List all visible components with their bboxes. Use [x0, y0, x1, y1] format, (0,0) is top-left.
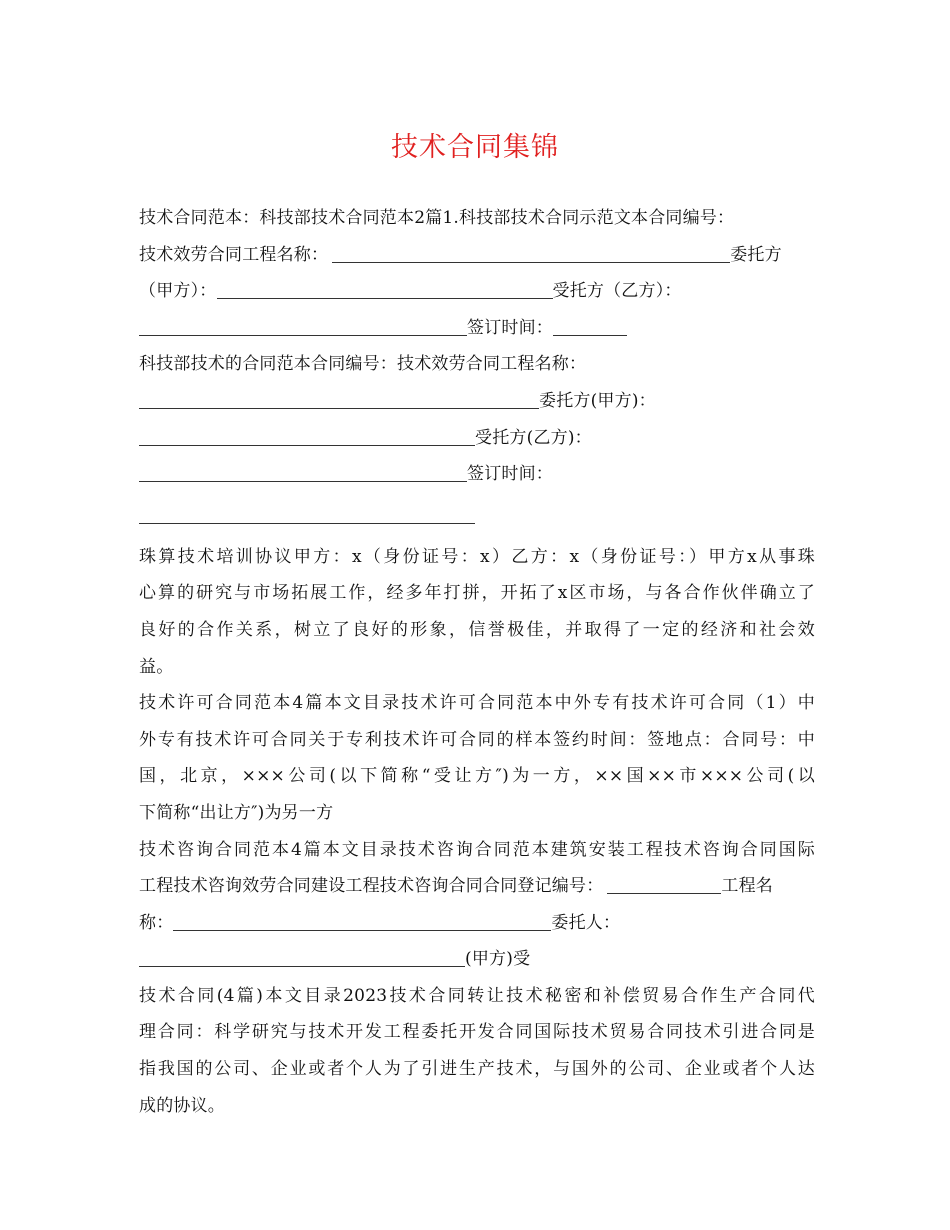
- paragraph-line: [139, 868, 815, 905]
- blank-underline: [332, 244, 730, 263]
- text-span: 技术合同范本：科技部技术合同范本2篇1.科技部技术合同示范文本合同编号：: [139, 208, 735, 228]
- paragraph-line: [139, 346, 815, 383]
- text-span: 委托方: [730, 244, 782, 265]
- blank-underline: [139, 317, 467, 336]
- paragraph-line: 良好的合作关系，树立了良好的形象，信誉极佳，并取得了一定的经济和社会效: [139, 619, 815, 640]
- text-span: 技术效劳合同工程名称：: [139, 244, 329, 265]
- paragraph-line: [139, 200, 815, 237]
- document-title: 技术合同集锦: [391, 132, 559, 163]
- paragraph-line: 外专有技术许可合同关于专利技术许可合同的样本签约时间：签地点：合同号：中: [139, 729, 815, 750]
- paragraph-line: 理合同：科学研究与技术开发工程委托开发合同国际技术贸易合同技术引进合同是: [139, 1022, 815, 1043]
- blank-underline: [173, 912, 551, 931]
- text-span: 受托方(乙方)：: [475, 427, 592, 448]
- blank-rule-line: [139, 493, 815, 539]
- text-span: 称：: [139, 912, 174, 933]
- blank-underline: [139, 463, 467, 482]
- paragraph-line: [139, 273, 815, 310]
- blank-underline: [139, 427, 475, 446]
- text-span: (甲方)受: [465, 949, 531, 970]
- paragraph-line: [139, 456, 815, 493]
- text-span: 工程技术咨询效劳合同建设工程技术咨询合同合同登记编号：: [139, 876, 604, 897]
- paragraph-line: 成的协议。: [139, 1095, 225, 1116]
- text-span: 签订时间：: [467, 464, 553, 485]
- paragraph-line: 指我国的公司、企业或者个人为了引进生产技术，与国外的公司、企业或者个人达: [139, 1059, 815, 1080]
- text-span: 签订时间：: [467, 317, 553, 338]
- paragraph-line: 技术合同(4篇)本文目录2023技术合同转让技术秘密和补偿贸易合作生产合同代: [139, 985, 815, 1006]
- text-span: 受托方（乙方）：: [552, 281, 682, 302]
- blank-underline: [553, 317, 627, 336]
- paragraph-line: 益。: [139, 656, 174, 677]
- paragraph-line: 国，北京，×××公司(以下简称“受让方″)为一方，××国××市×××公司(以: [139, 766, 815, 787]
- paragraph-line: [139, 310, 815, 347]
- document-body: [139, 200, 815, 1124]
- text-span: 科技部技术的合同范本合同编号：技术效劳合同工程名称：: [139, 354, 587, 375]
- text-span: （甲方）：: [139, 281, 217, 302]
- text-span: 委托人：: [551, 912, 621, 933]
- blank-underline: [139, 390, 539, 409]
- blank-underline: [139, 948, 465, 967]
- text-span: 委托方(甲方)：: [539, 390, 656, 411]
- paragraph-line: [139, 237, 815, 274]
- paragraph-line: [139, 905, 815, 942]
- paragraph-line: [139, 383, 815, 420]
- blank-underline: [607, 875, 721, 894]
- paragraph-line: [139, 941, 815, 978]
- text-span: 工程名: [721, 876, 774, 897]
- blank-rule: [139, 523, 475, 524]
- paragraph-line: [139, 420, 815, 457]
- paragraph-line: 下简称“出让方″)为另一方: [139, 802, 334, 823]
- paragraph-line: 技术咨询合同范本4篇本文目录技术咨询合同范本建筑安装工程技术咨询合同国际: [139, 839, 815, 860]
- paragraph-line: 珠算技术培训协议甲方：x（身份证号：x）乙方：x（身份证号：）甲方x从事珠: [139, 546, 815, 567]
- paragraph-line: 技术许可合同范本4篇本文目录技术许可合同范本中外专有技术许可合同（1）中: [139, 693, 815, 714]
- blank-underline: [217, 280, 553, 299]
- paragraph-line: 心算的研究与市场拓展工作，经多年打拼，开拓了x区市场，与各合作伙伴确立了: [139, 583, 815, 604]
